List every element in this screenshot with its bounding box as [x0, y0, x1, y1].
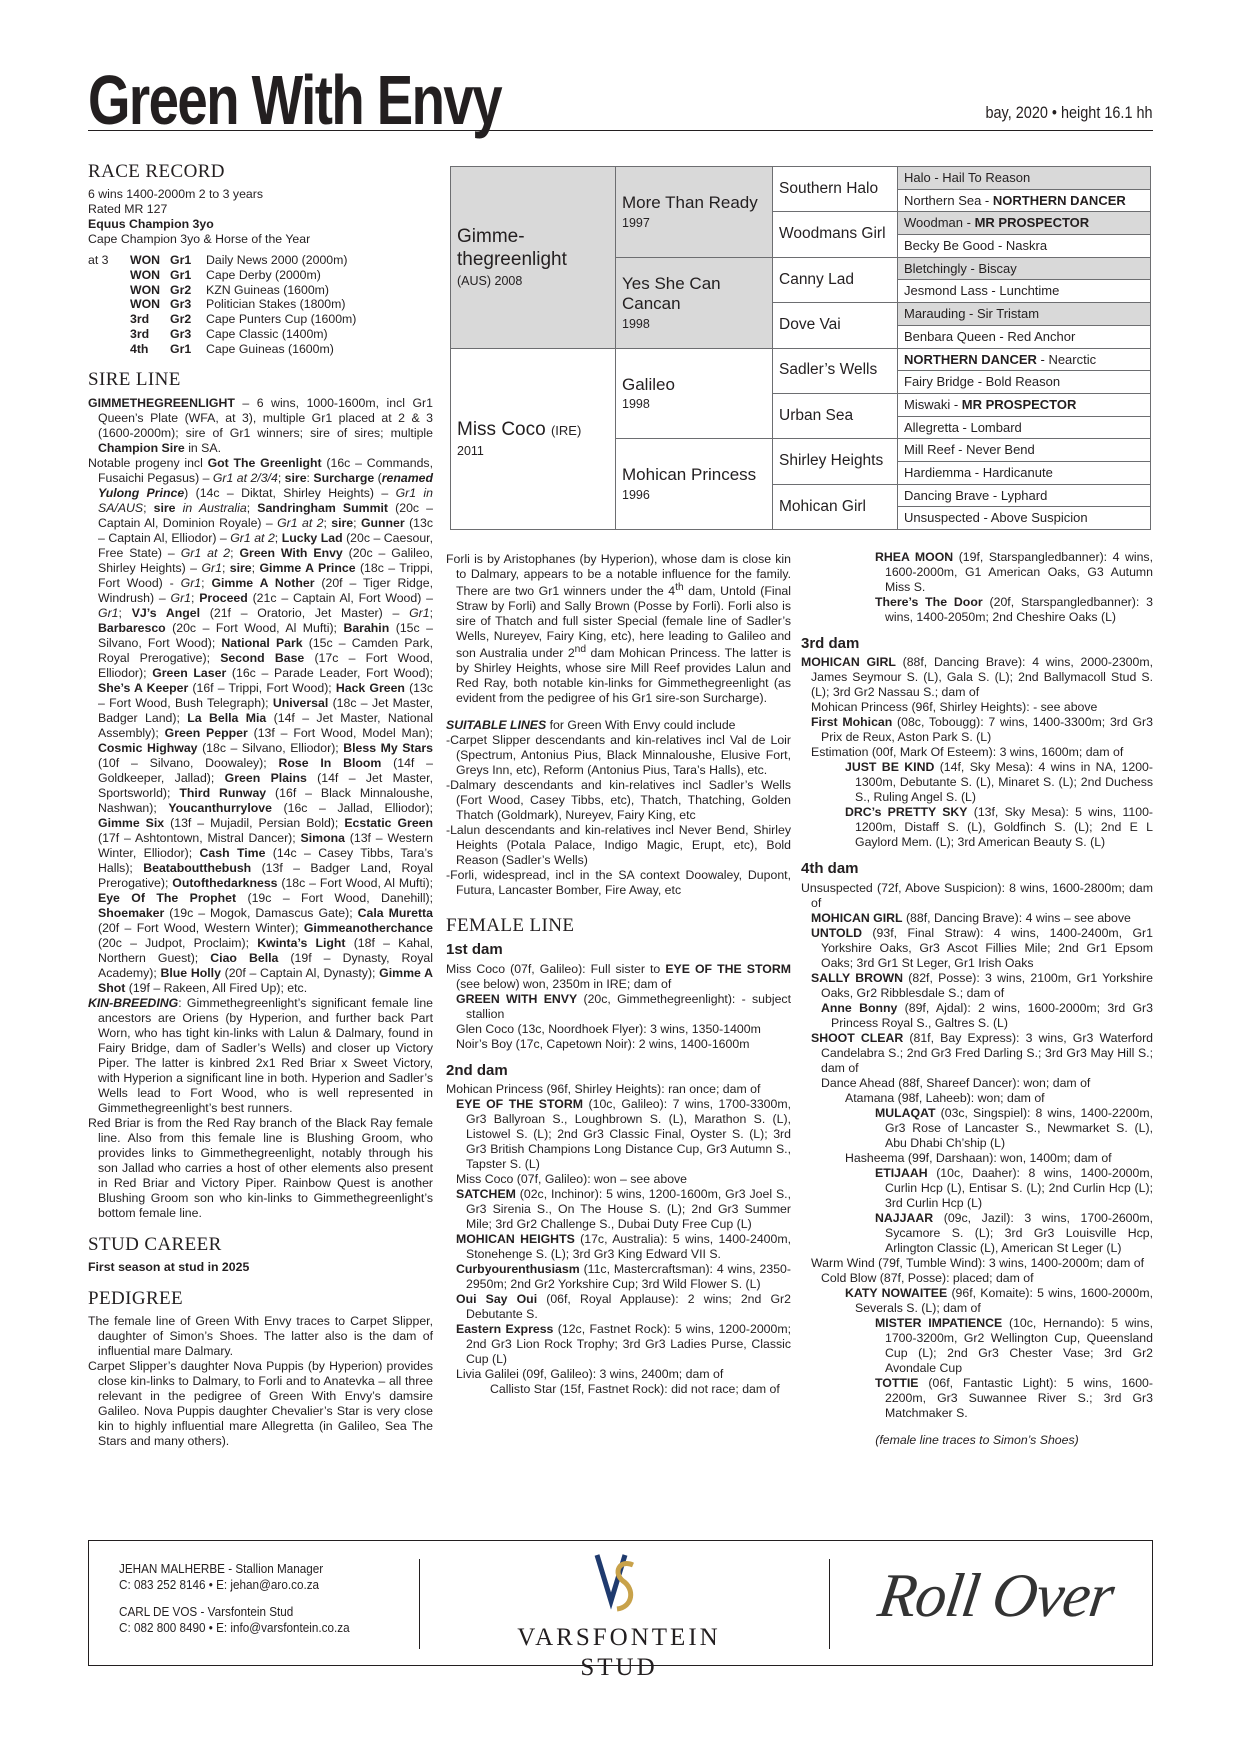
- contact-stud-details: C: 082 800 8490 • E: info@varsfontein.co.za: [119, 1619, 350, 1635]
- dam-entry: Unsuspected (72f, Above Suspicion): 8 wins, 1600-2800m; dam of: [801, 880, 1153, 910]
- dam-entry: SATCHEM (02c, Inchinor): 5 wins, 1200-1600m, Gr3 Joel S., Gr3 Sirenia S., On The House S. (L); 2nd Gr3 Summer Mile; 3rd Gr2 Challenge S., Dubai Duty Free Cup (L): [456, 1186, 791, 1231]
- pedigree-gen3: Southern Halo: [773, 167, 898, 212]
- pedigree-gen3: Canny Lad: [773, 257, 898, 302]
- pedigree-gen4: Woodman - MR PROSPECTOR: [898, 212, 1151, 235]
- horse-subtitle: bay, 2020 • height 16.1 hh: [985, 103, 1153, 122]
- pedigree-gen4: Benbara Queen - Red Anchor: [898, 325, 1151, 348]
- dam-entry: KATY NOWAITEE (96f, Komaite): 5 wins, 1600-2000m, Severals S. (L); dam of: [845, 1285, 1153, 1315]
- fourth-dam-heading: 4th dam: [801, 860, 859, 878]
- column-right: [801, 550, 1153, 1448]
- dam-entry: Mohican Princess (96f, Shirley Heights): - see above: [811, 700, 1098, 715]
- pedigree-gen3: Dove Vai: [773, 303, 898, 348]
- dam-entry: RHEA MOON (19f, Starspangledbanner): 4 wins, 1600-2000m, G1 American Oaks, G3 Autumn Miss S.: [875, 550, 1153, 594]
- race-result-grade: Gr1: [170, 341, 192, 356]
- pedigree-gen4: Marauding - Sir Tristam: [898, 303, 1151, 326]
- footer-divider: [829, 1559, 830, 1649]
- kin-breeding-paragraph: KIN-BREEDING: Gimmethegreenlight’s significant female line ancestors are Oriens (by Hyperion, and further back Part Worn, who has tight kin-links with Lalun & Dalmary, found in Fairy Bridge, dam of Sadler’s Wells) and closer up Victory Piper. The latter is kinbred 2x1 Red Briar x Sweet Victory, with Hyperion a significant line in both. Hyperion and Sadler’s Wells lead to Fort Wood, who is well represented in Gimmethegreenlight’s best runners.: [88, 995, 433, 1115]
- dam-entry: UNTOLD (93f, Final Straw): 4 wins, 1400-2400m, Gr1 Yorkshire Oaks, Gr3 Ascot Fillies Mile; 2nd Gr1 Epsom Oaks; 3rd Gr1 St Leger, Gr1 Irish Oaks: [811, 925, 1153, 970]
- pedigree-gen3: Woodmans Girl: [773, 212, 898, 257]
- race-result-age: [88, 283, 130, 298]
- race-result-race: Daily News 2000 (2000m): [206, 253, 348, 268]
- dam-entry: Eastern Express (12c, Fastnet Rock): 5 wins, 1200-2000m; 2nd Gr3 Lion Rock Trophy; 3rd Gr3 Ladies Purse, Classic Cup (L): [456, 1321, 791, 1366]
- race-result-race: Cape Classic (1400m): [206, 326, 328, 341]
- pedigree-row: [451, 348, 1151, 371]
- pedigree-gen4: Jesmond Lass - Lunchtime: [898, 280, 1151, 303]
- dam-entry: Glen Coco (13c, Noordhoek Flyer): 3 wins, 1350-1400m: [456, 1021, 761, 1036]
- champion-line: Cape Champion 3yo & Horse of the Year: [88, 232, 311, 247]
- race-result-res: 3rd: [130, 326, 150, 341]
- pedigree-gen2: Yes She Can Cancan 1998: [616, 257, 773, 348]
- contact-block: [119, 1561, 350, 1636]
- race-result-res: WON: [130, 253, 161, 268]
- forli-paragraph: Forli is by Aristophanes (by Hyperion), whose dam is close kin to Dalmary, appears to be a notable influence for the family. There are two Gr1 winners under the 4th dam, Untold (Final Straw by Forli) and Sally Brown (Posse by Forli). Forli also is sire of Thatch and full sister Special (female line of Sadler’s Wells, Nureyev, Fairy King, etc), here leading to Galileo and son Australia under 2nd dam Mohican Princess. The latter is by Shirley Heights, whose sire Mill Reef provides Lalun and Red Ray, both notable kin-links for Gimmethegreenlight (as evident from the pedigree of his Gr1 sire-son Surcharge).: [446, 552, 792, 706]
- race-result-res: 4th: [130, 341, 149, 356]
- race-record-line: Rated MR 127: [88, 202, 168, 217]
- suitable-lines-lead: SUITABLE LINES for Green With Envy could include: [446, 718, 736, 733]
- roll-over-logo: Roll Over: [874, 1562, 1118, 1630]
- suitable-line-item: -Carpet Slipper descendants and kin-relatives incl Val de Loir (Spectrum, Antonius Pius, Black Minnaloushe, Elusive Fort, Greys Inn, etc), Reform (Antonius Pius, Tara’s Halls), etc.: [446, 733, 791, 778]
- red-briar-paragraph: Red Briar is from the Red Ray branch of the Black Ray female line. Also from this female line is Blushing Groom, who provides links to Gimmethegreenlight, notably through his son Jallad who carries a host of other elements also present in Red Briar and Victory Piper. Rainbow Quest is another Blushing Groom son who kin-links to Gimmethegreenlight’s bottom female line.: [88, 1115, 433, 1220]
- dam-entry: ETIJAAH (10c, Daaher): 8 wins, 1400-2000m, Curlin Hcp (L), Entisar S. (L); 2nd Curlin Hcp (L); 3rd Curlin Hcp (L): [875, 1165, 1153, 1210]
- page-title: Green With Envy: [88, 61, 502, 139]
- race-result-grade: Gr1: [170, 267, 192, 282]
- race-result-age: [88, 312, 130, 327]
- dam-entry: Livia Galilei (09f, Galileo): 3 wins, 2400m; dam of: [456, 1366, 724, 1381]
- pedigree-gen3: Sadler’s Wells: [773, 348, 898, 393]
- female-line-note: (female line traces to Simon’s Shoes): [875, 1432, 1079, 1447]
- dam-entry: Callisto Star (15f, Fastnet Rock): did not race; dam of: [490, 1381, 780, 1396]
- pedigree-gen2: Galileo 1998: [616, 348, 773, 439]
- column-middle: [446, 552, 791, 1397]
- column-left: [88, 160, 433, 1449]
- dam-entry: Atamana (98f, Laheeb): won; dam of: [845, 1090, 1045, 1105]
- dam-entry: NAJJAAR (09c, Jazil): 3 wins, 1700-2600m, Sycamore S. (L); 3rd Gr3 Louisville Hcp, Arlington Classic (L), American St Leger (L): [875, 1210, 1153, 1255]
- sire-paragraph: GIMMETHEGREENLIGHT – 6 wins, 1000-1600m, incl Gr1 Queen’s Plate (WFA, at 3), multiple Gr1 placed at 2 & 3 (1600-2000m); sire of Gr1 winners; sire of sires; multiple Champion Sire in SA.: [88, 395, 433, 455]
- race-record-summary: [88, 187, 433, 247]
- pedigree-table: [450, 166, 1151, 530]
- dam-entry: JUST BE KIND (14f, Sky Mesa): 4 wins in NA, 1200-1300m, Debutante S. (L), Minaret S. (L); 2nd Duchess S., Ruling Angel S. (L): [845, 760, 1153, 805]
- first-dam-heading: 1st dam: [446, 941, 503, 959]
- pedigree-paragraph: Carpet Slipper’s daughter Nova Puppis (by Hyperion) provides close kin-links to Dalmary, to Forli and to Anatevka – all three relevant in the pedigree of Green With Envy’s damsire Galileo. Nova Puppis daughter Chevalier’s Star is very close kin to highly influential mare Allegretta (in Galileo, Sea The Stars and many others).: [88, 1358, 433, 1448]
- pedigree-gen4: NORTHERN DANCER - Nearctic: [898, 348, 1151, 371]
- contact-stud: CARL DE VOS - Varsfontein Stud: [119, 1603, 294, 1619]
- female-line-heading: FEMALE LINE: [446, 915, 575, 937]
- suitable-line-item: -Forli, widespread, incl in the SA context Doowaley, Dupont, Futura, Lancaster Bomber, Fire Away, etc: [446, 868, 791, 898]
- race-record-line: 6 wins 1400-2000m 2 to 3 years: [88, 187, 263, 202]
- race-result-age: [88, 327, 130, 342]
- race-result-age: [88, 297, 130, 312]
- dam-entry: Cold Blow (87f, Posse): placed; dam of: [821, 1270, 1034, 1285]
- pedigree-gen4: Northern Sea - NORTHERN DANCER: [898, 189, 1151, 212]
- pedigree-gen4: Halo - Hail To Reason: [898, 167, 1151, 190]
- race-result-race: Cape Derby (2000m): [206, 267, 321, 282]
- dam-entry: Miss Coco (07f, Galileo): Full sister to EYE OF THE STORM (see below) won, 2350m in IRE; dam of: [446, 961, 791, 991]
- pedigree-gen4: Mill Reef - Never Bend: [898, 439, 1151, 462]
- varsfontein-logo: [544, 1551, 694, 1624]
- pedigree-gen3: Urban Sea: [773, 393, 898, 438]
- progeny-paragraph: Notable progeny incl Got The Greenlight (16c – Commands, Fusaichi Pegasus) – Gr1 at 2/3/4; sire: Surcharge (renamed Yulong Prince) (14c – Diktat, Shirley Heights) – Gr1 in SA/AUS; sire in Australia; Sandringham Summit (20c – Captain Al, Dominion Royale) – Gr1 at 2; sire; Gunner (13c – Captain Al, Elliodor) – Gr1 at 2; Lucky Lad (20c – Caesour, Free State) – Gr1 at 2; Green With Envy (20c – Galileo, Shirley Heights) – Gr1; sire; Gimme A Prince (18c – Trippi, Fort Wood) - Gr1; Gimme A Nother (20f – Tiger Ridge, Windrush) – Gr1; Proceed (21c – Captain Al, Fort Wood) – Gr1; VJ’s Angel (21f – Oratorio, Jet Master) – Gr1; Barbaresco (20c – Fort Wood, Al Mufti); Barahin (15c – Silvano, Fort Wood); National Park (15c – Camden Park, Royal Prerogative); Second Base (17c – Fort Wood, Elliodor); Green Laser (16c – Parade Leader, Fort Wood); She’s A Keeper (16f – Trippi, Fort Wood); Hack Green (13c – Fort Wood, Bush Telegraph); Universal (18c – Jet Master, Badger Land); La Bella Mia (14f – Jet Master, National Assembly); Green Pepper (13f – Fort Wood, Model Man); Cosmic Highway (18c – Silvano, Elliodor); Bless My Stars (10f – Silvano, Doowaley); Rose In Bloom (14f – Goldkeeper, Jallad); Green Plains (14f – Jet Master, Sportsworld); Third Runway (16f – Black Minnaloushe, Nashwan); Youcanthurrylove (16c – Jallad, Elliodor); Gimme Six (13f – Mujadil, Persian Bold); Ecstatic Green (17f – Ashtontown, Mistral Dancer); Simona (13f – Western Winter, Elliodor); Cash Time (14c – Casey Tibbs, Tara’s Halls); Beataboutthebush (13f – Badger Land, Royal Prerogative); Outofthedarkness (18c – Fort Wood, Al Mufti); Eye Of The Prophet (19c – Fort Wood, Danehill); Shoemaker (19c – Mogok, Damascus Gate); Cala Muretta (20f – Fort Wood, Western Winter); Gimmeanotherchance (20c – Judpot, Proclaim); Kwinta’s Light (18f – Kahal, Northern Guest); Ciao Bella (19f – Dynasty, Royal Academy); Blue Holly (20f – Captain Al, Dynasty); Gimme A Shot (19f – Rakeen, All Fired Up); etc.: [88, 455, 434, 995]
- pedigree-heading: PEDIGREE: [88, 1287, 184, 1309]
- dam-entry: Hasheema (99f, Darshaan): won, 1400m; dam of: [845, 1150, 1112, 1165]
- dam-entry: Warm Wind (79f, Tumble Wind): 3 wins, 1400-2000m; dam of: [811, 1255, 1145, 1270]
- second-dam-list: [446, 1082, 791, 1397]
- suitable-line-item: -Dalmary descendants and kin-relatives incl Sadler’s Wells (Fort Wood, Casey Tibbs, etc), Thatch, Thatching, Golden Thatch (Goldmark), Nureyev, Fairy King, etc: [446, 778, 791, 823]
- pedigree-gen4: Becky Be Good - Naskra: [898, 235, 1151, 258]
- race-result-age: [88, 268, 130, 283]
- dam-entry: Curbyourenthusiasm (11c, Mastercraftsman): 4 wins, 2350-2950m; 2nd Gr2 Yorkshire Cup; 3rd Wild Flower S. (L): [456, 1261, 791, 1291]
- race-result-age: at 3: [88, 253, 109, 268]
- pedigree-gen4: Allegretta - Lombard: [898, 416, 1151, 439]
- pedigree-gen3: Shirley Heights: [773, 439, 898, 484]
- fourth-dam-list: [801, 881, 1153, 1421]
- dam-entry: MOHICAN GIRL (88f, Dancing Brave): 4 wins, 2000-2300m, James Seymour S. (L), Gala S. (L); 2nd Ballymacoll Stud S. (L); 3rd Gr2 Nassau S.; dam of: [801, 655, 1153, 700]
- dam-entry: MISTER IMPATIENCE (10c, Hernando): 5 wins, 1700-3200m, Gr2 Wellington Cup, Queensland Cup (L); 2nd Gr3 Chester Vase; 3rd Gr2 Avondale Cup: [875, 1315, 1153, 1375]
- suitable-lines-list: [446, 733, 791, 898]
- dam-entry: Noir’s Boy (17c, Capetown Noir): 2 wins, 1400-1600m: [456, 1036, 750, 1051]
- dam-entry: Miss Coco (07f, Galileo): won – see above: [456, 1171, 688, 1186]
- dam-entry: Oui Say Oui (06f, Royal Applause): 2 wins; 2nd Gr2 Debutante S.: [456, 1291, 791, 1321]
- pedigree-sire: Gimme-thegreenlight (AUS) 2008: [451, 167, 616, 349]
- suitable-line-item: -Lalun descendants and kin-relatives incl Never Bend, Shirley Heights (Potala Palace, Indigo Magic, Erupt, etc), Bold Reason (Sadler’s Wells): [446, 823, 791, 868]
- stud-name: VARSFONTEIN STUD: [517, 1624, 721, 1681]
- champion-title: Equus Champion 3yo: [88, 217, 214, 232]
- dam-entry: There’s The Door (20f, Starspangledbanner): 3 wins, 1400-2050m; 2nd Cheshire Oaks (L): [875, 595, 1154, 624]
- dam-entry: DRC’s PRETTY SKY (13f, Sky Mesa): 5 wins, 1100-1200m, Distaff S. (L), Goldfinch S. (L); 2nd E L Gaylord Mem. (L); 3rd American Beauty S. (L): [845, 805, 1153, 850]
- dam-entry: MULAQAT (03c, Singspiel): 8 wins, 1400-2200m, Gr3 Rose of Lancaster S., Newmarket S. (L), Abu Dhabi Ch’ship (L): [875, 1105, 1153, 1150]
- sire-line-heading: SIRE LINE: [88, 369, 181, 391]
- race-result-res: WON: [130, 297, 161, 312]
- pedigree-gen4: Dancing Brave - Lyphard: [898, 484, 1151, 507]
- contact-manager-details: C: 083 252 8146 • E: jehan@aro.co.za: [119, 1577, 320, 1593]
- title-rule: [88, 130, 1153, 131]
- race-result-grade: Gr1: [170, 253, 192, 268]
- race-result-race: KZN Guineas (1600m): [206, 282, 330, 297]
- race-results: [88, 253, 433, 356]
- pedigree-gen4: Fairy Bridge - Bold Reason: [898, 371, 1151, 394]
- race-result-race: Cape Guineas (1600m): [206, 341, 334, 356]
- vs-monogram-icon: [589, 1551, 649, 1621]
- dam-entry: GREEN WITH ENVY (20c, Gimmethegreenlight): - subject stallion: [456, 991, 791, 1021]
- race-result-res: 3rd: [130, 312, 150, 327]
- third-dam-heading: 3rd dam: [801, 635, 860, 652]
- race-result-grade: Gr2: [170, 312, 192, 327]
- pedigree-gen4: Miswaki - MR PROSPECTOR: [898, 393, 1151, 416]
- race-result-age: [88, 342, 130, 357]
- dam-entry: Mohican Princess (96f, Shirley Heights): ran once; dam of: [446, 1081, 761, 1096]
- second-dam-heading: 2nd dam: [446, 1061, 508, 1079]
- second-dam-continued: [801, 550, 1153, 625]
- dam-entry: Estimation (00f, Mark Of Esteem): 3 wins, 1600m; dam of: [811, 745, 1124, 760]
- race-result-race: Politician Stakes (1800m): [206, 297, 346, 312]
- pedigree-gen2: Mohican Princess 1996: [616, 439, 773, 530]
- dam-entry: MOHICAN GIRL (88f, Dancing Brave): 4 wins – see above: [811, 910, 1131, 925]
- race-result-grade: Gr2: [170, 282, 192, 297]
- footer-box: [88, 1540, 1153, 1681]
- contact-manager: JEHAN MALHERBE - Stallion Manager: [119, 1561, 324, 1576]
- race-record-heading: RACE RECORD: [88, 161, 225, 182]
- pedigree-gen4: Unsuspected - Above Suspicion: [898, 507, 1151, 530]
- pedigree-gen3: Mohican Girl: [773, 484, 898, 529]
- dam-entry: Dance Ahead (88f, Shareef Dancer): won; dam of: [821, 1075, 1091, 1090]
- pedigree-gen4: Bletchingly - Biscay: [898, 257, 1151, 280]
- stud-career-heading: STUD CAREER: [88, 1233, 222, 1255]
- footer-divider: [419, 1559, 420, 1649]
- dam-entry: EYE OF THE STORM (10c, Galileo): 7 wins, 1700-3300m, Gr3 Ballyroan S., Loughbrown S. (L), Marathon S. (L), Listowel S. (L); 2nd Gr3 Classic Final, Oyster S. (L); 3rd Gr3 British Champions Long Distance Cup, Gr3 Autumn S., Tapster S. (L): [456, 1096, 791, 1171]
- pedigree-gen4: Hardiemma - Hardicanute: [898, 461, 1151, 484]
- dam-entry: MOHICAN HEIGHTS (17c, Australia): 5 wins, 1400-2400m, Stonehenge S. (L); 3rd Gr3 King Edward VII S.: [456, 1231, 791, 1261]
- dam-entry: Anne Bonny (89f, Ajdal): 2 wins, 1600-2000m; 3rd Gr3 Princess Royal S., Galtres S. (L): [821, 1000, 1153, 1030]
- pedigree-row: [451, 167, 1151, 190]
- race-result-grade: Gr3: [170, 297, 192, 312]
- pedigree-dam: Miss Coco (IRE) 2011: [451, 348, 616, 530]
- first-dam-list: [446, 962, 791, 1052]
- dam-entry: SHOOT CLEAR (81f, Bay Express): 3 wins, Gr3 Waterford Candelabra S.; 2nd Gr3 Fred Darling S.; 3rd Gr3 May Hill S.; dam of: [811, 1030, 1153, 1075]
- race-result-res: WON: [130, 282, 161, 297]
- dam-entry: First Mohican (08c, Tobougg): 7 wins, 1400-3300m; 3rd Gr3 Prix de Reux, Aston Park S. (L): [811, 715, 1153, 745]
- stud-career-text: First season at stud in 2025: [88, 1259, 250, 1274]
- race-result-race: Cape Punters Cup (1600m): [206, 312, 357, 327]
- dam-entry: TOTTIE (06f, Fantastic Light): 5 wins, 1600-2200m, Gr3 Suwannee River S.; 3rd Gr3 Matchmaker S.: [875, 1375, 1153, 1420]
- pedigree-gen2: More Than Ready 1997: [616, 167, 773, 258]
- pedigree-paragraph: The female line of Green With Envy traces to Carpet Slipper, daughter of Simon’s Shoes. The latter also is the dam of influential mare Dalmary.: [88, 1313, 433, 1358]
- dam-entry: SALLY BROWN (82f, Posse): 3 wins, 2100m, Gr1 Yorkshire Oaks, Gr2 Ribblesdale S.; dam of: [811, 970, 1153, 1000]
- third-dam-list: [801, 655, 1153, 850]
- race-result-grade: Gr3: [170, 326, 192, 341]
- race-result-res: WON: [130, 267, 161, 282]
